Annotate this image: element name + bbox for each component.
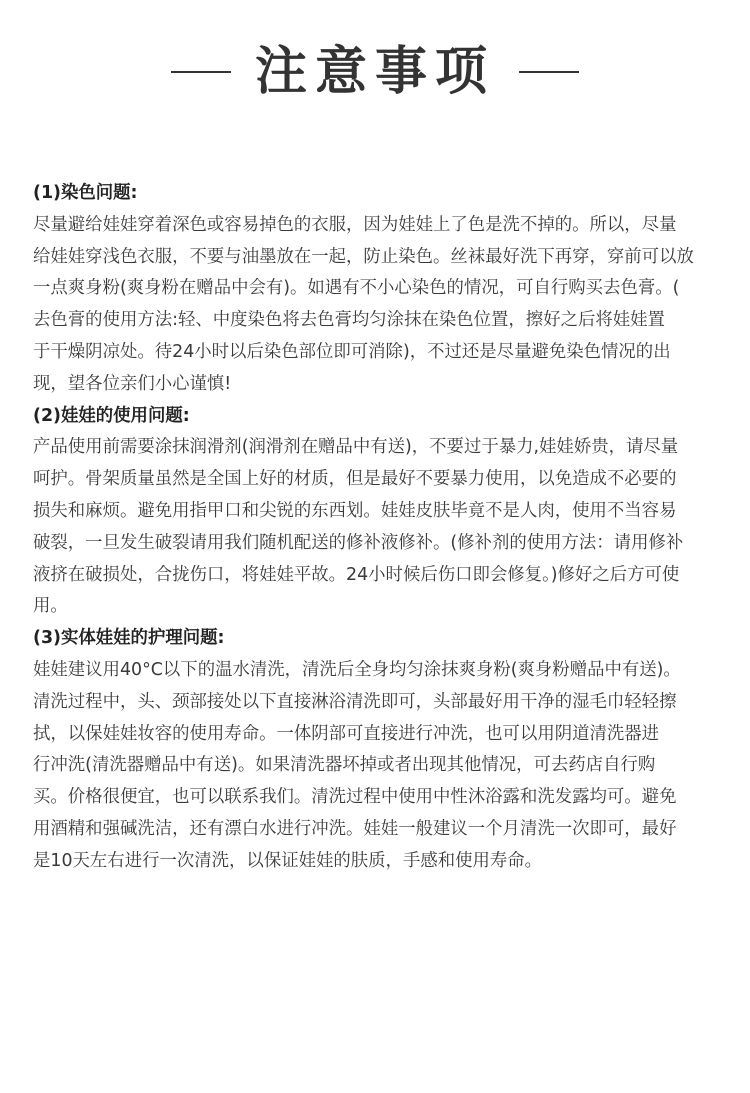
section-text-line: 去色膏的使用方法:轻、中度染色将去色膏均匀涂抹在染色位置，擦好之后将娃娃置 xyxy=(33,310,665,331)
notes-content xyxy=(33,178,723,878)
section-text-line: 于干燥阴凉处。待24小时以后染色部位即可消除)，不过还是尽量避免染色情况的出 xyxy=(33,341,671,362)
section-text-line: 清洗过程中，头、颈部接处以下直接淋浴清洗即可，头部最好用干净的湿毛巾轻轻擦 xyxy=(33,691,677,712)
section-text-line: 破裂，一旦发生破裂请用我们随机配送的修补液修补。(修补剂的使用方法：请用修补 xyxy=(33,532,684,553)
section-text-line: 尽量避给娃娃穿着深色或容易掉色的衣服，因为娃娃上了色是洗不掉的。所以，尽量 xyxy=(33,214,677,235)
section-text-line: 买。价格很便宜，也可以联系我们。清洗过程中使用中性沐浴露和洗发露均可。避免 xyxy=(33,787,677,808)
page-title: 注意事项 xyxy=(254,42,495,102)
section-text-line: 液挤在破损处，合拢伤口，将娃娃平故。24小时候后伤口即会修复。)修好之后方可使 xyxy=(33,564,680,585)
title-left-dash xyxy=(171,71,231,73)
section-text-line: 用。 xyxy=(33,596,68,617)
section-heading-usage: (2)娃娃的使用问题: xyxy=(33,405,190,426)
section-text-line: 用酒精和强碱洗洁，还有漂白水进行冲洗。娃娃一般建议一个月清洗一次即可，最好 xyxy=(33,818,677,839)
section-text-line: 娃娃建议用40°C以下的温水清洗，清洗后全身均匀涂抹爽身粉(爽身粉赠品中有送)。 xyxy=(33,659,681,680)
title-right-dash xyxy=(519,71,579,73)
section-text-line: 一点爽身粉(爽身粉在赠品中会有)。如遇有不小心染色的情况，可自行购买去色膏。( xyxy=(33,278,680,299)
title-row xyxy=(0,36,750,108)
section-text-line: 呵护。骨架质量虽然是全国上好的材质，但是最好不要暴力使用，以免造成不必要的 xyxy=(33,469,677,490)
section-text-line: 损失和麻烦。避免用指甲口和尖锐的东西划。娃娃皮肤毕竟不是人肉，使用不当容易 xyxy=(33,500,677,521)
section-text-line: 是10天左右进行一次清洗，以保证娃娃的肤质，手感和使用寿命。 xyxy=(33,850,543,871)
section-text-line: 现，望各位亲们小心谨慎! xyxy=(33,373,232,394)
section-text-line: 拭，以保娃娃妆容的使用寿命。一体阴部可直接进行冲洗，也可以用阴道清洗器进 xyxy=(33,723,660,744)
section-text-line: 行冲洗(清洗器赠品中有送)。如果清洗器坏掉或者出现其他情况，可去药店自行购 xyxy=(33,755,656,776)
section-heading-care: (3)实体娃娃的护理问题: xyxy=(33,628,225,649)
section-text-line: 产品使用前需要涂抹润滑剂(润滑剂在赠品中有送)，不要过于暴力,娃娃娇贵，请尽量 xyxy=(33,437,679,458)
section-heading-dyeing: (1)染色问题: xyxy=(33,183,138,203)
section-text-line: 给娃娃穿浅色衣服，不要与油墨放在一起，防止染色。丝袜最好洗下再穿，穿前可以放 xyxy=(33,246,694,267)
